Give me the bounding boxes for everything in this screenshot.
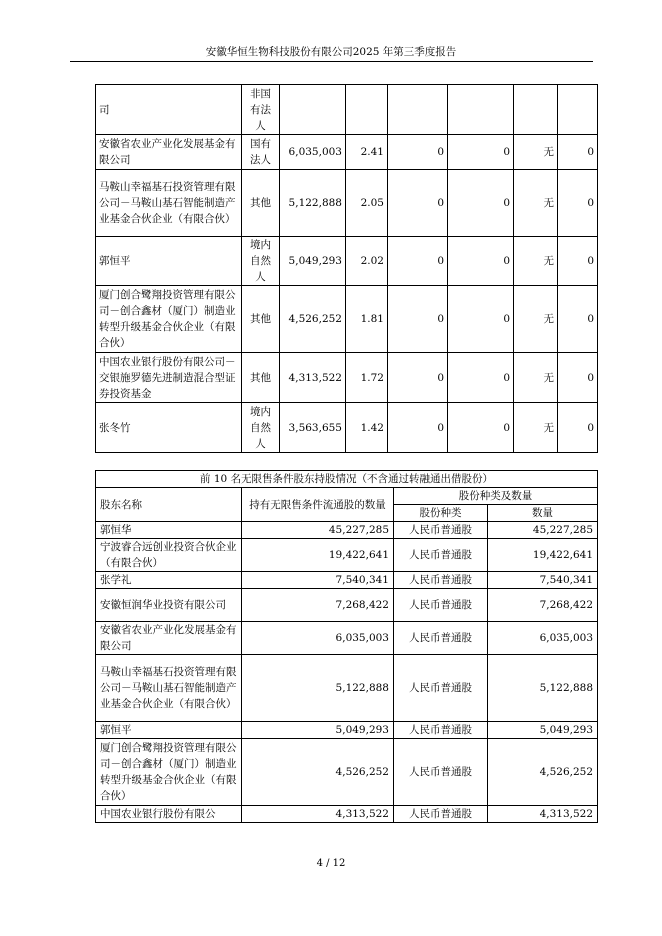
table-row [96, 539, 598, 572]
cell-name: 郭恒平 [96, 722, 242, 739]
cell-name: 张冬竹 [96, 403, 242, 453]
cell-pledge-qty: 0 [448, 237, 514, 286]
cell-name: 马鞍山幸福基石投资管理有限公司－马鞍山基石智能制造产业基金合伙企业（有限合伙） [96, 170, 242, 237]
cell-kind: 人民币普通股 [394, 539, 488, 572]
cell-pledge-status: 无 [514, 135, 558, 170]
table-row [96, 622, 598, 655]
cell-restricted: 0 [388, 135, 448, 170]
cell-name: 厦门创合鹭翔投资管理有限公司－创合鑫材（厦门）制造业转型升级基金合伙企业（有限合伙） [96, 739, 242, 806]
cell-name: 安徽省农业产业化发展基金有限公司 [96, 135, 242, 170]
table-row [96, 286, 598, 353]
top-unrestricted-shareholders-table [95, 470, 598, 823]
table-row [96, 739, 598, 806]
cell-type: 其他 [242, 353, 280, 403]
header-rule [70, 61, 593, 62]
table-row [96, 85, 598, 135]
table-row [96, 522, 598, 539]
cell-pledge-status: 无 [514, 286, 558, 353]
cell-restricted: 0 [388, 403, 448, 453]
table2-title: 前 10 名无限售条件股东持股情况（不含通过转融通出借股份） [96, 471, 598, 488]
table-row [96, 353, 598, 403]
cell-type: 非国 有法 人 [242, 85, 280, 135]
cell-name: 司 [96, 85, 242, 135]
cell-pledge-num: 0 [558, 170, 598, 237]
cell-pledge-num: 0 [558, 135, 598, 170]
table-row [96, 403, 598, 453]
table-row [96, 135, 598, 170]
cell-amount: 6,035,003 [488, 622, 598, 655]
cell-qty: 4,526,252 [242, 739, 394, 806]
cell-pct [346, 85, 388, 135]
cell-qty: 4,313,522 [242, 806, 394, 823]
cell-pledge-status: 无 [514, 170, 558, 237]
cell-qty: 45,227,285 [242, 522, 394, 539]
cell-pledge-status [514, 85, 558, 135]
cell-amount: 45,227,285 [488, 522, 598, 539]
cell-name: 张学礼 [96, 572, 242, 589]
cell-restricted: 0 [388, 286, 448, 353]
cell-restricted [388, 85, 448, 135]
cell-amount: 7,268,422 [488, 589, 598, 622]
cell-amount: 7,540,341 [488, 572, 598, 589]
cell-pledge-num: 0 [558, 403, 598, 453]
cell-name: 厦门创合鹭翔投资管理有限公司－创合鑫材（厦门）制造业转型升级基金合伙企业（有限合伙） [96, 286, 242, 353]
cell-pct: 2.41 [346, 135, 388, 170]
cell-shares: 3,563,655 [280, 403, 346, 453]
table-row [96, 655, 598, 722]
cell-pledge-status: 无 [514, 353, 558, 403]
cell-pct: 1.72 [346, 353, 388, 403]
cell-kind: 人民币普通股 [394, 572, 488, 589]
cell-qty: 7,268,422 [242, 589, 394, 622]
col-header-kind: 股份种类 [394, 505, 488, 522]
cell-kind: 人民币普通股 [394, 589, 488, 622]
top-shareholders-table-continued [95, 84, 598, 453]
cell-name: 郭恒华 [96, 522, 242, 539]
col-header-qty: 持有无限售条件流通股的数量 [242, 488, 394, 522]
cell-name: 宁波睿合远创业投资合伙企业（有限合伙） [96, 539, 242, 572]
cell-shares: 6,035,003 [280, 135, 346, 170]
cell-restricted: 0 [388, 353, 448, 403]
cell-name: 马鞍山幸福基石投资管理有限公司－马鞍山基石智能制造产业基金合伙企业（有限合伙） [96, 655, 242, 722]
cell-pct: 2.05 [346, 170, 388, 237]
cell-kind: 人民币普通股 [394, 806, 488, 823]
cell-qty: 6,035,003 [242, 622, 394, 655]
cell-pledge-status: 无 [514, 403, 558, 453]
page-number: 4 / 12 [316, 858, 346, 869]
table-row [96, 806, 598, 823]
cell-qty: 19,422,641 [242, 539, 394, 572]
table-row [96, 237, 598, 286]
cell-restricted: 0 [388, 170, 448, 237]
cell-shares: 5,049,293 [280, 237, 346, 286]
cell-amount: 4,526,252 [488, 739, 598, 806]
cell-pledge-num: 0 [558, 353, 598, 403]
cell-name: 安徽恒润华业投资有限公司 [96, 589, 242, 622]
cell-pct: 2.02 [346, 237, 388, 286]
cell-type: 国有 法人 [242, 135, 280, 170]
cell-shares: 4,526,252 [280, 286, 346, 353]
cell-amount: 4,313,522 [488, 806, 598, 823]
cell-pledge-status: 无 [514, 237, 558, 286]
cell-amount: 5,049,293 [488, 722, 598, 739]
cell-type: 境内 自然 人 [242, 237, 280, 286]
cell-amount: 5,122,888 [488, 655, 598, 722]
cell-qty: 5,122,888 [242, 655, 394, 722]
cell-pledge-num [558, 85, 598, 135]
cell-type: 其他 [242, 286, 280, 353]
cell-kind: 人民币普通股 [394, 522, 488, 539]
col-header-amount: 数量 [488, 505, 598, 522]
cell-name: 安徽省农业产业化发展基金有限公司 [96, 622, 242, 655]
table-row [96, 572, 598, 589]
cell-pledge-qty: 0 [448, 286, 514, 353]
cell-pledge-num: 0 [558, 237, 598, 286]
cell-pledge-num: 0 [558, 286, 598, 353]
cell-shares: 4,313,522 [280, 353, 346, 403]
table-row [96, 170, 598, 237]
cell-pct: 1.81 [346, 286, 388, 353]
cell-pledge-qty [448, 85, 514, 135]
table-row [96, 722, 598, 739]
cell-qty: 7,540,341 [242, 572, 394, 589]
cell-pledge-qty: 0 [448, 135, 514, 170]
cell-kind: 人民币普通股 [394, 622, 488, 655]
cell-pledge-qty: 0 [448, 353, 514, 403]
cell-shares: 5,122,888 [280, 170, 346, 237]
col-header-kind-group: 股份种类及数量 [394, 488, 598, 505]
cell-pct: 1.42 [346, 403, 388, 453]
cell-kind: 人民币普通股 [394, 655, 488, 722]
cell-pledge-qty: 0 [448, 403, 514, 453]
cell-amount: 19,422,641 [488, 539, 598, 572]
cell-kind: 人民币普通股 [394, 722, 488, 739]
table-row [96, 589, 598, 622]
page-header: 安徽华恒生物科技股份有限公司2025 年第三季度报告 [205, 46, 457, 58]
cell-name: 中国农业银行股份有限公 [96, 806, 242, 823]
cell-kind: 人民币普通股 [394, 739, 488, 806]
cell-qty: 5,049,293 [242, 722, 394, 739]
col-header-name: 股东名称 [96, 488, 242, 522]
cell-name: 中国农业银行股份有限公司－交银施罗德先进制造混合型证券投资基金 [96, 353, 242, 403]
cell-shares [280, 85, 346, 135]
cell-restricted: 0 [388, 237, 448, 286]
cell-type: 境内 自然 人 [242, 403, 280, 453]
cell-name: 郭恒平 [96, 237, 242, 286]
cell-type: 其他 [242, 170, 280, 237]
cell-pledge-qty: 0 [448, 170, 514, 237]
